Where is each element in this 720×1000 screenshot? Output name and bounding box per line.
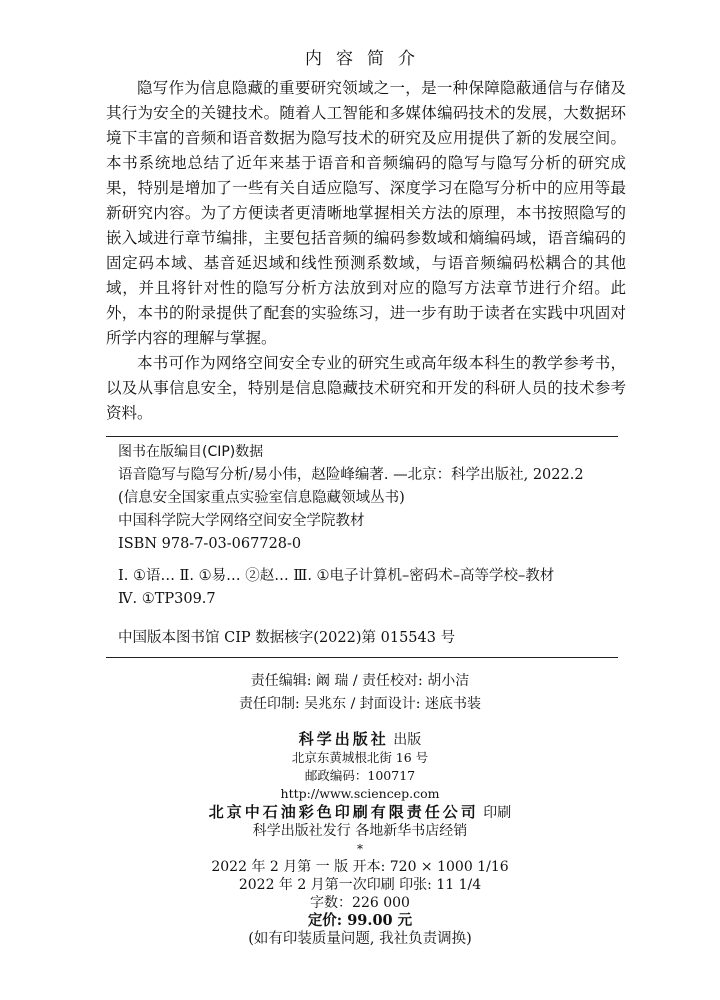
intro-paragraph-1: 隐写作为信息隐藏的重要研究领域之一，是一种保障隐蔽通信与存储及其行为安全的关键技术。随着人工智能和多媒体编码技术的发展，大数据环境下丰富的音频和语音数据为隐写技术的研究及应用提供了新的发展空间。本书系统地总结了近年来基于语音和音频编码的隐写与隐写分析的研究成果，特别是增加了一些有关自适应隐写、深度学习在隐写分析中的应用等最新研究内容。为了方便读者更清晰地掌握相关方法的原理，本书按照隐写的嵌入域进行章节编排，主要包括音频的编码参数域和熵编码域，语音编码的固定码本域、基音延迟域和线性预测系数域，与语音频编码松耦合的其他域，并且将针对性的隐写分析方法放到对应的隐写方法章节进行介绍。此外，本书的附录提供了配套的实验练习，进一步有助于读者在实践中巩固对所学内容的理解与掌握。	[106, 79, 626, 347]
cip-class-line-2: Ⅳ. ①TP309.7	[118, 591, 216, 607]
quality-notice: (如有印装质量问题, 我社负责调换)	[248, 931, 472, 947]
cip-record: 中国版本图书馆 CIP 数据核字(2022)第 015543 号	[118, 630, 456, 646]
cip-title-line: 语音隐写与隐写分析/易小伟，赵险峰编著. —北京：科学出版社, 2022.2	[118, 467, 584, 483]
colophon	[0, 730, 720, 948]
cip-heading: 图书在版编目(CIP)数据	[118, 444, 264, 460]
cip-textbook-line: 中国科学院大学网络空间安全学院教材	[118, 513, 365, 529]
cip-block	[118, 441, 618, 650]
cip-series-line: (信息安全国家重点实验室信息隐藏领域丛书)	[118, 490, 405, 506]
cip-isbn: ISBN 978-7-03-067728-0	[118, 536, 302, 552]
cip-gap	[118, 556, 618, 565]
editors-line-1: 责任编辑: 阚 瑞 / 责任校对: 胡小洁	[250, 673, 470, 689]
intro-body	[106, 76, 626, 426]
cip-class-line-1: Ⅰ. ①语… Ⅱ. ①易… ②赵… Ⅲ. ①电子计算机–密码术–高等学校–教材	[118, 568, 555, 584]
printer-name: 北京中石油彩色印刷有限责任公司	[208, 803, 479, 821]
wordcount-line: 字数：226 000	[310, 895, 410, 911]
printer-suffix: 印刷	[483, 805, 512, 821]
publisher-url: http://www.sciencep.com	[280, 786, 440, 801]
price-line: 定价: 99.00 元	[307, 912, 413, 929]
edition-line: 2022 年 2 月第 一 版 开本: 720 × 1000 1/16	[211, 859, 509, 875]
editors-block	[0, 670, 720, 716]
intro-paragraph-2: 本书可作为网络空间安全专业的研究生或高年级本科生的教学参考书，以及从事信息安全，特别是信息隐藏技术研究和开发的科研人员的技术参考资料。	[106, 354, 626, 422]
printing-line: 2022 年 2 月第一次印刷 印张: 11 1/4	[238, 877, 482, 893]
separator-star: *	[357, 842, 363, 856]
intro-title: 内容简介	[305, 49, 429, 69]
publisher-name: 科学出版社	[298, 730, 389, 748]
publisher-suffix: 出版	[393, 732, 422, 748]
printer-line	[0, 803, 720, 822]
publisher-postcode: 邮政编码：100717	[304, 768, 416, 783]
cip-top-rule	[106, 436, 618, 437]
editors-line-2: 责任印制: 吴兆东 / 封面设计: 迷底书装	[239, 696, 481, 712]
cip-bottom-rule	[106, 657, 618, 658]
distribution-line: 科学出版社发行 各地新华书店经销	[252, 823, 468, 839]
publisher-line	[0, 730, 720, 749]
publisher-address: 北京东黄城根北街 16 号	[291, 750, 429, 765]
